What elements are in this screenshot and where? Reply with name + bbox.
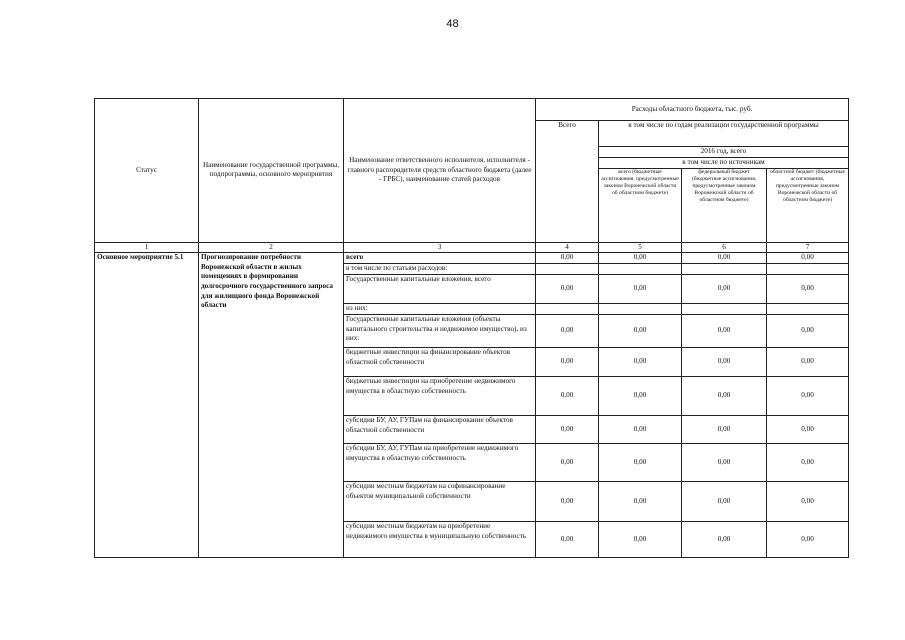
value-cell	[599, 304, 682, 315]
value-cell: 0,00	[536, 253, 599, 264]
value-cell: 0,00	[682, 444, 767, 482]
value-cell: 0,00	[599, 522, 682, 558]
value-cell: 0,00	[536, 522, 599, 558]
row-name: субсидии местным бюджетам на приобретение недвижимого имущества в муниципальную собственность	[344, 522, 536, 558]
value-cell: 0,00	[536, 348, 599, 377]
value-cell: 0,00	[599, 444, 682, 482]
value-cell: 0,00	[767, 348, 849, 377]
table-row	[95, 253, 849, 264]
value-cell: 0,00	[536, 444, 599, 482]
page-number: 48	[446, 18, 459, 30]
value-cell: 0,00	[599, 348, 682, 377]
value-cell: 0,00	[682, 416, 767, 444]
column-number-row	[95, 242, 849, 253]
value-cell: 0,00	[767, 253, 849, 264]
value-cell	[536, 304, 599, 315]
header-by-years: в том числе по годам реализации государственной программы	[599, 121, 849, 147]
column-number: 5	[599, 242, 682, 253]
value-cell: 0,00	[682, 482, 767, 522]
value-cell: 0,00	[599, 275, 682, 304]
value-cell: 0,00	[682, 348, 767, 377]
value-cell: 0,00	[682, 315, 767, 348]
value-cell: 0,00	[536, 416, 599, 444]
value-cell: 0,00	[767, 377, 849, 416]
value-cell: 0,00	[682, 522, 767, 558]
value-cell: 0,00	[767, 444, 849, 482]
header-expenses: Расходы областного бюджета, тыс. руб.	[536, 99, 849, 121]
header-source-federal: федеральный бюджет (бюджетные ассигнования, предусмотренные законом Воронежской области об областном бюджете)	[682, 168, 767, 242]
value-cell	[767, 304, 849, 315]
value-cell	[599, 264, 682, 275]
column-number: 2	[199, 242, 344, 253]
row-name: субсидии местным бюджетам на софинансирование объектов муниципальной собственности	[344, 482, 536, 522]
value-cell: 0,00	[682, 253, 767, 264]
value-cell: 0,00	[599, 482, 682, 522]
header-source-total: всего (бюджетные ассигнования, предусмотренные законом Воронежской области об областном бюджете)	[599, 168, 682, 242]
value-cell: 0,00	[536, 315, 599, 348]
column-number: 1	[95, 242, 199, 253]
column-number: 3	[344, 242, 536, 253]
value-cell	[682, 304, 767, 315]
value-cell: 0,00	[536, 377, 599, 416]
row-name: всего	[344, 253, 536, 264]
budget-table	[94, 98, 849, 558]
value-cell: 0,00	[599, 416, 682, 444]
header-year: 2016 год, всего	[599, 147, 849, 158]
program-cell: Прогнозирование потребности Воронежской области в жилых помещениях в формировании долгосрочного государственного запроса для жилищного фонда Воронежской области	[199, 253, 344, 558]
row-name: субсидии БУ, АУ, ГУПам на приобретение недвижимого имущества в областную собственность	[344, 444, 536, 482]
row-name: Государственные капитальные вложения (объекты капитального строительства и недвижимое имущество), из них:	[344, 315, 536, 348]
row-name: бюджетные инвестиции на финансирование объектов областной собственности	[344, 348, 536, 377]
value-cell	[682, 264, 767, 275]
column-number: 7	[767, 242, 849, 253]
row-name: из них:	[344, 304, 536, 315]
value-cell: 0,00	[536, 482, 599, 522]
value-cell: 0,00	[682, 377, 767, 416]
row-name: Государственные капитальные вложения, всего	[344, 275, 536, 304]
value-cell: 0,00	[767, 416, 849, 444]
value-cell: 0,00	[682, 275, 767, 304]
value-cell	[536, 264, 599, 275]
header-program-name: Наименование государственной программы, подпрограммы, основного мероприятия	[199, 99, 344, 243]
value-cell: 0,00	[599, 315, 682, 348]
value-cell: 0,00	[767, 482, 849, 522]
value-cell: 0,00	[767, 275, 849, 304]
value-cell: 0,00	[536, 275, 599, 304]
header-status: Статус	[95, 99, 199, 243]
header-total: Всего	[536, 121, 599, 243]
value-cell: 0,00	[599, 377, 682, 416]
row-name: субсидии БУ, АУ, ГУПам на финансирование объектов областной собственности	[344, 416, 536, 444]
row-name: бюджетные инвестиции на приобретение недвижимого имущества в областную собственность	[344, 377, 536, 416]
value-cell: 0,00	[767, 315, 849, 348]
value-cell: 0,00	[767, 522, 849, 558]
column-number: 4	[536, 242, 599, 253]
value-cell: 0,00	[599, 253, 682, 264]
column-number: 6	[682, 242, 767, 253]
row-name: в том числе по статьям расходов:	[344, 264, 536, 275]
header-source-regional: областной бюджет (бюджетные ассигнования, предусмотренные законом Воронежской области об областном бюджете)	[767, 168, 849, 242]
value-cell	[767, 264, 849, 275]
header-executor: Наименование ответственного исполнителя, исполнителя - главного распорядителя средств областного бюджета (далее - ГРБС), наименование статей расходов	[344, 99, 536, 243]
header-by-sources: в том числе по источникам	[599, 158, 849, 169]
status-cell: Основное мероприятие 5.1	[95, 253, 199, 558]
